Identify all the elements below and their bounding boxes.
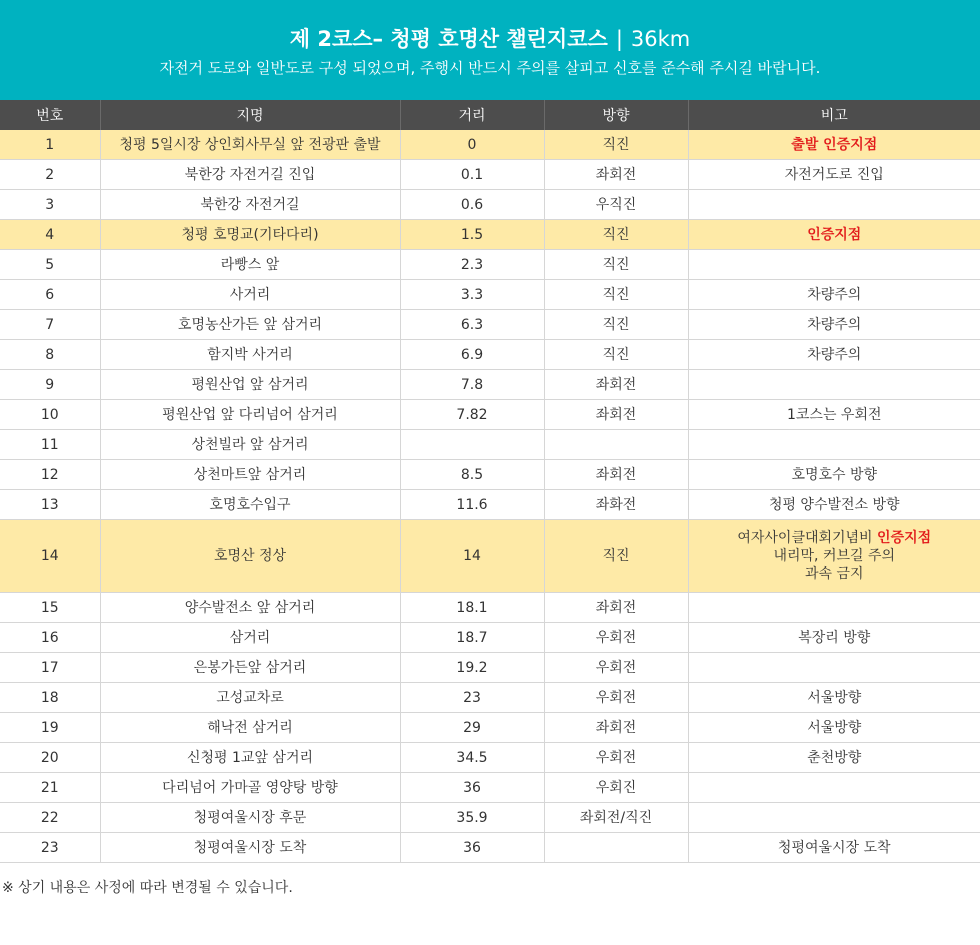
note-text: 여자사이클대회기념비 — [737, 530, 878, 546]
table-row — [0, 803, 980, 833]
cell-direction: 우회전 — [544, 653, 688, 683]
cell-note — [688, 593, 980, 623]
cell-distance: 6.9 — [400, 340, 544, 370]
cell-place: 청평 호명교(기타다리) — [100, 220, 400, 250]
cell-place: 다리넘어 가마골 영양탕 방향 — [100, 773, 400, 803]
note-text: 차량주의 — [807, 286, 862, 303]
cell-no: 13 — [0, 490, 100, 520]
course-title: 제 2코스– 청평 호명산 챌린지코스 — [289, 27, 608, 51]
table-row — [0, 250, 980, 280]
note-text: 춘천방향 — [807, 749, 862, 766]
column-header-no: 번호 — [0, 100, 100, 130]
cell-no: 1 — [0, 130, 100, 160]
cell-place: 라빵스 앞 — [100, 250, 400, 280]
cell-note — [688, 460, 980, 490]
cert-point-label: 출발 인증지점 — [791, 136, 878, 153]
cell-direction: 좌회전 — [544, 160, 688, 190]
note-text: 내리막, 커브길 주의 — [773, 548, 896, 564]
cell-note — [688, 623, 980, 653]
table-row — [0, 340, 980, 370]
note-text: 1코스는 우회전 — [786, 406, 882, 423]
cell-distance: 18.7 — [400, 623, 544, 653]
cell-no: 8 — [0, 340, 100, 370]
cell-direction: 직진 — [544, 520, 688, 593]
cell-note — [688, 653, 980, 683]
table-row — [0, 190, 980, 220]
cell-distance: 6.3 — [400, 310, 544, 340]
cell-direction: 직진 — [544, 220, 688, 250]
cell-note — [688, 160, 980, 190]
cell-place: 북한강 자전거길 진입 — [100, 160, 400, 190]
cell-direction: 좌회전 — [544, 460, 688, 490]
cell-no: 23 — [0, 833, 100, 863]
table-row — [0, 160, 980, 190]
column-header-note: 비고 — [688, 100, 980, 130]
cert-point-label: 인증지점 — [877, 530, 932, 546]
cell-no: 14 — [0, 520, 100, 593]
table-row — [0, 520, 980, 593]
cell-distance: 35.9 — [400, 803, 544, 833]
cell-place: 상천마트앞 삼거리 — [100, 460, 400, 490]
cell-direction: 직진 — [544, 250, 688, 280]
note-text: 청평여울시장 도착 — [777, 839, 891, 856]
table-row — [0, 490, 980, 520]
cell-direction — [544, 833, 688, 863]
cell-note — [688, 250, 980, 280]
footer-note: ※ 상기 내용은 사정에 따라 변경될 수 있습니다. — [2, 880, 293, 896]
cell-place: 평원산업 앞 삼거리 — [100, 370, 400, 400]
cell-direction: 직진 — [544, 280, 688, 310]
cell-no: 3 — [0, 190, 100, 220]
cell-place: 해낙전 삼거리 — [100, 713, 400, 743]
cell-distance: 36 — [400, 833, 544, 863]
cell-note — [688, 130, 980, 160]
cell-note — [688, 190, 980, 220]
cell-distance: 19.2 — [400, 653, 544, 683]
cell-distance: 7.8 — [400, 370, 544, 400]
cell-direction: 좌회전 — [544, 713, 688, 743]
cell-place: 은봉가든앞 삼거리 — [100, 653, 400, 683]
note-text: 차량주의 — [807, 316, 862, 333]
cell-place: 청평여울시장 도착 — [100, 833, 400, 863]
cell-direction: 우회진 — [544, 773, 688, 803]
cell-place: 상천빌라 앞 삼거리 — [100, 430, 400, 460]
cell-direction: 직진 — [544, 340, 688, 370]
note-text: 차량주의 — [807, 346, 862, 363]
cell-no: 11 — [0, 430, 100, 460]
cell-note — [688, 280, 980, 310]
cell-note — [688, 743, 980, 773]
cell-note — [688, 310, 980, 340]
cell-direction: 좌회전/직진 — [544, 803, 688, 833]
cell-distance: 18.1 — [400, 593, 544, 623]
cell-direction: 우회전 — [544, 683, 688, 713]
cell-no: 17 — [0, 653, 100, 683]
cell-place: 호명농산가든 앞 삼거리 — [100, 310, 400, 340]
cell-no: 10 — [0, 400, 100, 430]
cell-note — [688, 683, 980, 713]
table-row — [0, 623, 980, 653]
cell-distance: 0.1 — [400, 160, 544, 190]
cell-no: 21 — [0, 773, 100, 803]
cell-distance: 23 — [400, 683, 544, 713]
cell-distance: 0 — [400, 130, 544, 160]
note-text: 복장리 방향 — [798, 629, 871, 646]
table-row — [0, 713, 980, 743]
cell-note — [688, 803, 980, 833]
note-text: 서울방향 — [807, 719, 862, 736]
cell-note — [688, 220, 980, 250]
cell-note — [688, 520, 980, 593]
table-row — [0, 743, 980, 773]
cell-place: 함지박 사거리 — [100, 340, 400, 370]
table-row — [0, 220, 980, 250]
table-header-row — [0, 100, 980, 130]
cell-no: 2 — [0, 160, 100, 190]
column-header-distance: 거리 — [400, 100, 544, 130]
cell-distance: 2.3 — [400, 250, 544, 280]
table-row — [0, 310, 980, 340]
cell-direction: 좌회전 — [544, 400, 688, 430]
page-subtitle: 자전거 도로와 일반도로 구성 되었으며, 주행시 반드시 주의를 살피고 신호를 준수해 주시길 바랍니다. — [159, 59, 821, 77]
cell-place: 청평여울시장 후문 — [100, 803, 400, 833]
cell-direction: 좌회전 — [544, 370, 688, 400]
table-row — [0, 593, 980, 623]
page-header — [0, 0, 980, 100]
cell-note — [688, 490, 980, 520]
cell-place: 양수발전소 앞 삼거리 — [100, 593, 400, 623]
cell-no: 5 — [0, 250, 100, 280]
cell-no: 9 — [0, 370, 100, 400]
cell-distance: 34.5 — [400, 743, 544, 773]
cell-place: 청평 5일시장 상인회사무실 앞 전광판 출발 — [100, 130, 400, 160]
cell-no: 12 — [0, 460, 100, 490]
cell-distance: 11.6 — [400, 490, 544, 520]
cell-direction: 직진 — [544, 310, 688, 340]
cell-place: 호명산 정상 — [100, 520, 400, 593]
cell-no: 22 — [0, 803, 100, 833]
table-row — [0, 773, 980, 803]
cell-distance: 7.82 — [400, 400, 544, 430]
cell-place: 신청평 1교앞 삼거리 — [100, 743, 400, 773]
note-text: 서울방향 — [807, 689, 862, 706]
table-row — [0, 370, 980, 400]
table-body — [0, 130, 980, 863]
cell-place: 사거리 — [100, 280, 400, 310]
cell-no: 20 — [0, 743, 100, 773]
note-text: 청평 양수발전소 방향 — [768, 496, 900, 513]
table-row — [0, 833, 980, 863]
cell-place: 호명호수입구 — [100, 490, 400, 520]
cell-note — [688, 370, 980, 400]
cell-distance: 3.3 — [400, 280, 544, 310]
cell-note — [688, 833, 980, 863]
cell-no: 16 — [0, 623, 100, 653]
page-title — [0, 0, 980, 52]
cell-no: 19 — [0, 713, 100, 743]
cell-distance: 14 — [400, 520, 544, 593]
cell-direction: 좌회전 — [544, 593, 688, 623]
cell-distance: 8.5 — [400, 460, 544, 490]
cell-note — [688, 773, 980, 803]
table-row — [0, 430, 980, 460]
table-row — [0, 400, 980, 430]
cell-no: 18 — [0, 683, 100, 713]
cell-no: 7 — [0, 310, 100, 340]
cell-distance — [400, 430, 544, 460]
table-row — [0, 683, 980, 713]
cell-no: 15 — [0, 593, 100, 623]
cell-no: 6 — [0, 280, 100, 310]
note-text: 과속 금지 — [804, 566, 864, 582]
course-table — [0, 100, 980, 863]
cell-no: 4 — [0, 220, 100, 250]
cell-direction: 우회전 — [544, 743, 688, 773]
table-row — [0, 460, 980, 490]
cell-distance: 1.5 — [400, 220, 544, 250]
cell-direction — [544, 430, 688, 460]
cell-distance: 29 — [400, 713, 544, 743]
title-separator: | — [615, 27, 623, 51]
cell-direction: 직진 — [544, 130, 688, 160]
table-row — [0, 280, 980, 310]
table-row — [0, 130, 980, 160]
column-header-direction: 방향 — [544, 100, 688, 130]
table-row — [0, 653, 980, 683]
cell-place: 고성교차로 — [100, 683, 400, 713]
cell-note — [688, 400, 980, 430]
note-text: 자전거도로 진입 — [784, 166, 884, 183]
cell-note — [688, 430, 980, 460]
cell-note — [688, 340, 980, 370]
cell-direction: 우회전 — [544, 623, 688, 653]
cell-distance: 36 — [400, 773, 544, 803]
cell-place: 북한강 자전거길 — [100, 190, 400, 220]
cell-note — [688, 713, 980, 743]
cell-direction: 우직진 — [544, 190, 688, 220]
cert-point-label: 인증지점 — [807, 226, 862, 243]
cell-place: 평원산업 앞 다리넘어 삼거리 — [100, 400, 400, 430]
cell-direction: 좌화전 — [544, 490, 688, 520]
column-header-place: 지명 — [100, 100, 400, 130]
cell-distance: 0.6 — [400, 190, 544, 220]
note-text: 호명호수 방향 — [791, 466, 878, 483]
course-distance: 36km — [630, 27, 691, 51]
cell-place: 삼거리 — [100, 623, 400, 653]
